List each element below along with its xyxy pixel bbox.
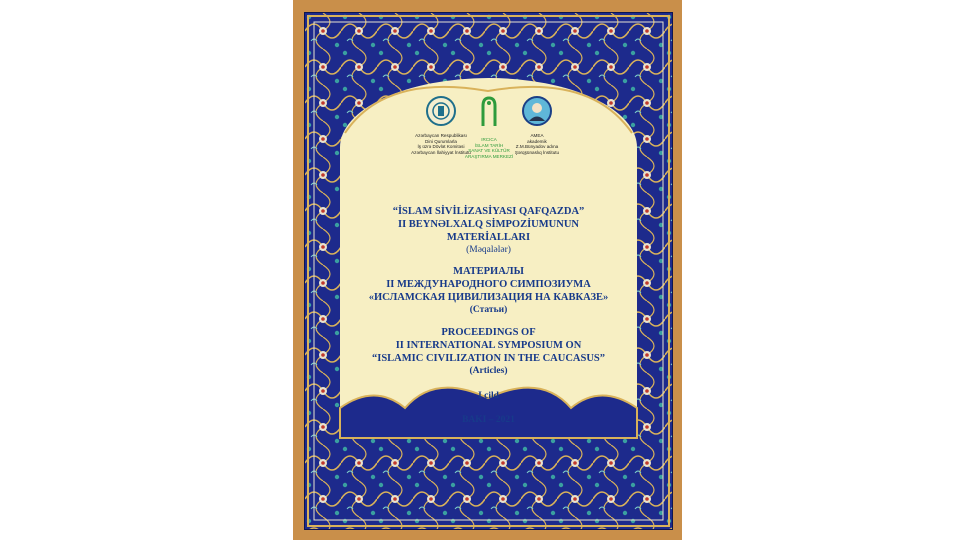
title-en-line3: “ISLAMIC CIVILIZATION IN THE CAUCASUS” — [372, 353, 605, 364]
subtitle-en: (Articles) — [469, 366, 508, 376]
title-en-line1: PROCEEDINGS OF — [441, 327, 536, 338]
logo-oriental-institute — [497, 96, 577, 155]
logo-row — [305, 96, 672, 159]
portrait-medallion-icon — [522, 96, 552, 126]
title-az-line1: “İSLAM SİVİLİZASİYASI QAFQAZDA” — [392, 206, 585, 217]
title-az-line3: MATERİALLARI — [446, 232, 531, 243]
logo-caption: Azərbaycan Respublikası Dini Qurumlarla İş üzrə Dövlət Komitəsi Azərbaycan İlahiyyat İnstitutu — [411, 133, 471, 155]
title-ru-line2: II МЕЖДУНАРОДНОГО СИМПОЗИУМА — [386, 279, 591, 290]
subtitle-ru: (Статьи) — [469, 305, 508, 315]
place-year: BAKI – 2021 — [462, 415, 515, 425]
subtitle-az: (Məqalələr) — [466, 245, 511, 255]
title-ru-line3: «ИСЛАМСКАЯ ЦИВИЛИЗАЦИЯ НА КАВКАЗЕ» — [368, 292, 609, 303]
title-ru-line1: МАТЕРИАЛЫ — [453, 266, 524, 277]
logo-caption: IRCICA İSLAM TARİH SANAT VE KÜLTÜR ARAŞTIRMA MERKEZİ — [464, 137, 514, 159]
logo-caption: AMEA akademik Z.M.Bünyadov adına Şərqşünaslıq İnstitutu — [514, 133, 560, 155]
book-cover — [293, 0, 682, 540]
title-en-line2: II INTERNATIONAL SYMPOSIUM ON — [395, 340, 582, 351]
title-az-line2: II BEYNƏLXALQ SİMPOZİUMUNUN — [397, 219, 580, 230]
volume-label: I cild — [478, 391, 499, 401]
ornamental-frame — [304, 12, 673, 530]
